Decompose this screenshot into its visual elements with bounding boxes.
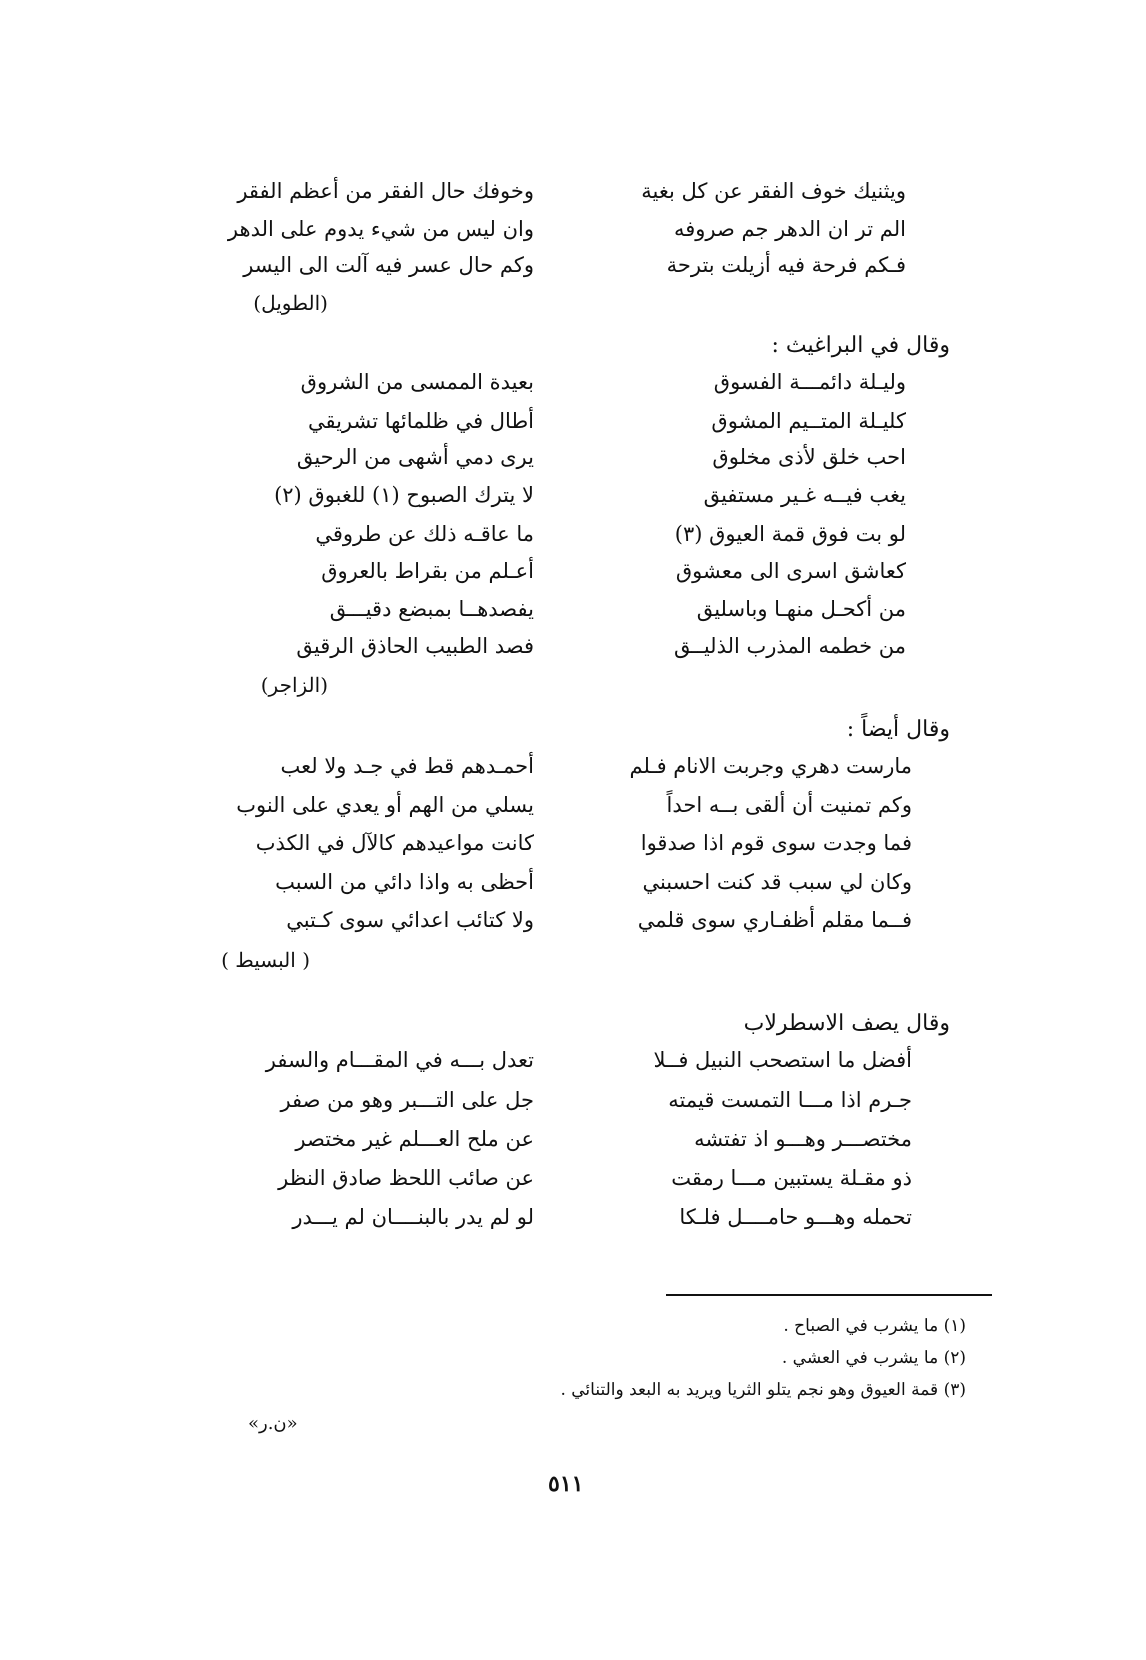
verse-2-hemistich-2: وان ليس من شيء يدوم على الدهر — [227, 217, 534, 241]
verse-10-hemistich-2: يفصدهــا بمبضع دقيـــق — [329, 597, 534, 621]
verse-13-hemistich-1: وكم تمنيت أن ألقى بــه احداً — [666, 793, 912, 817]
verse-3-hemistich-2: وكم حال عسر فيه آلت الى اليسر — [243, 253, 534, 277]
verse-1-hemistich-2: وخوفك حال الفقر من أعظم الفقر — [237, 179, 534, 203]
verse-16-hemistich-1: فــما مقلم أظفـاري سوى قلمي — [637, 908, 912, 932]
verse-9-hemistich-2: أعـلم من بقراط بالعروق — [321, 559, 534, 583]
section-heading-also: وقال أيضاً : — [846, 717, 950, 742]
verse-1-hemistich-1: ويثنيك خوف الفقر عن كل بغية — [641, 179, 906, 203]
verse-6-hemistich-2: يرى دمي أشهى من الرحيق — [296, 445, 534, 469]
verse-12-hemistich-1: مارست دهري وجربت الانام فـلم — [629, 754, 912, 778]
verse-7-hemistich-2: لا يترك الصبوح (١) للغبوق (٢) — [274, 483, 534, 507]
verse-5-hemistich-2: أطال في ظلمائها تشريقي — [307, 409, 534, 433]
verse-5-hemistich-1: كليـلة المتــيم المشوق — [711, 409, 906, 433]
footnote-divider — [666, 1294, 992, 1296]
verse-20-hemistich-1: ذو مقـلة يستبين مـــا رمقت — [671, 1166, 912, 1190]
verse-13-hemistich-2: يسلي من الهم أو يعدي على النوب — [236, 793, 534, 817]
verse-15-hemistich-2: أحظى به واذا دائي من السبب — [275, 870, 534, 894]
meter-label-rajaz: (الزاجر) — [260, 673, 328, 697]
verse-21-hemistich-2: لو لم يدر بالبنــــان لم يـــدر — [292, 1205, 534, 1229]
verse-14-hemistich-1: فما وجدت سوى قوم اذا صدقوا — [640, 831, 912, 855]
meter-label-tawil: (الطويل) — [253, 291, 328, 315]
verse-4-hemistich-1: وليـلة دائمـــة الفسوق — [713, 370, 906, 394]
verse-17-hemistich-2: تعدل بـــه في المقـــام والسفر — [265, 1048, 534, 1072]
verse-6-hemistich-1: احب خلق لأذى مخلوق — [712, 445, 906, 469]
section-heading-astrolabe: وقال يصف الاسطرلاب — [743, 1011, 950, 1036]
verse-7-hemistich-1: يغب فيــه غـير مستفيق — [703, 483, 906, 507]
verse-8-hemistich-1: لو بت فوق قمة العيوق (٣) — [674, 522, 906, 546]
verse-11-hemistich-2: فصد الطبيب الحاذق الرقيق — [296, 634, 534, 658]
verse-21-hemistich-1: تحمله وهـــو حامــــل فلـكا — [679, 1205, 912, 1229]
verse-18-hemistich-1: جـرم اذا مـــا التمست قيمته — [668, 1088, 912, 1112]
verse-15-hemistich-1: وكان لي سبب قد كنت احسبني — [642, 870, 912, 894]
section-heading-fleas: وقال في البراغيث : — [771, 333, 950, 358]
verse-20-hemistich-2: عن صائب اللحظ صادق النظر — [278, 1166, 534, 1190]
footnote-3: (٣) قمة العيوق وهو نجم يتلو الثريا ويريد به البعد والتنائي . — [560, 1380, 966, 1400]
verse-12-hemistich-2: أحمـدهم قط في جـد ولا لعب — [280, 754, 534, 778]
signature-initials: «ن.ر» — [248, 1413, 298, 1434]
verse-9-hemistich-1: كعاشق اسرى الى معشوق — [675, 559, 906, 583]
verse-10-hemistich-1: من أكحـل منهـا وباسليق — [696, 597, 906, 621]
meter-label-basit: ( البسيط ) — [221, 948, 310, 972]
verse-8-hemistich-2: ما عاقـه ذلك عن طروقي — [315, 522, 534, 546]
footnote-2: (٢) ما يشرب في العشي . — [781, 1348, 966, 1368]
page-number: ٥١١ — [548, 1471, 584, 1497]
verse-18-hemistich-2: جل على التـــبر وهو من صفر — [280, 1088, 534, 1112]
verse-16-hemistich-2: ولا كتائب اعدائي سوى كـتبي — [286, 908, 534, 932]
verse-2-hemistich-1: الم تر ان الدهر جم صروفه — [673, 217, 906, 241]
verse-19-hemistich-1: مختصـــر وهـــو اذ تفتشه — [694, 1127, 912, 1151]
verse-4-hemistich-2: بعيدة الممسى من الشروق — [300, 370, 534, 394]
verse-19-hemistich-2: عن ملح العـــلم غير مختصر — [295, 1127, 534, 1151]
verse-17-hemistich-1: أفضل ما استصحب النبيل فــلا — [653, 1048, 912, 1072]
verse-14-hemistich-2: كانت مواعيدهم كالآل في الكذب — [255, 831, 534, 855]
footnote-1: (١) ما يشرب في الصباح . — [783, 1316, 966, 1336]
verse-3-hemistich-1: فـكم فرحة فيه أزيلت بترحة — [666, 253, 906, 277]
verse-11-hemistich-1: من خطمه المذرب الذليــق — [674, 634, 906, 658]
